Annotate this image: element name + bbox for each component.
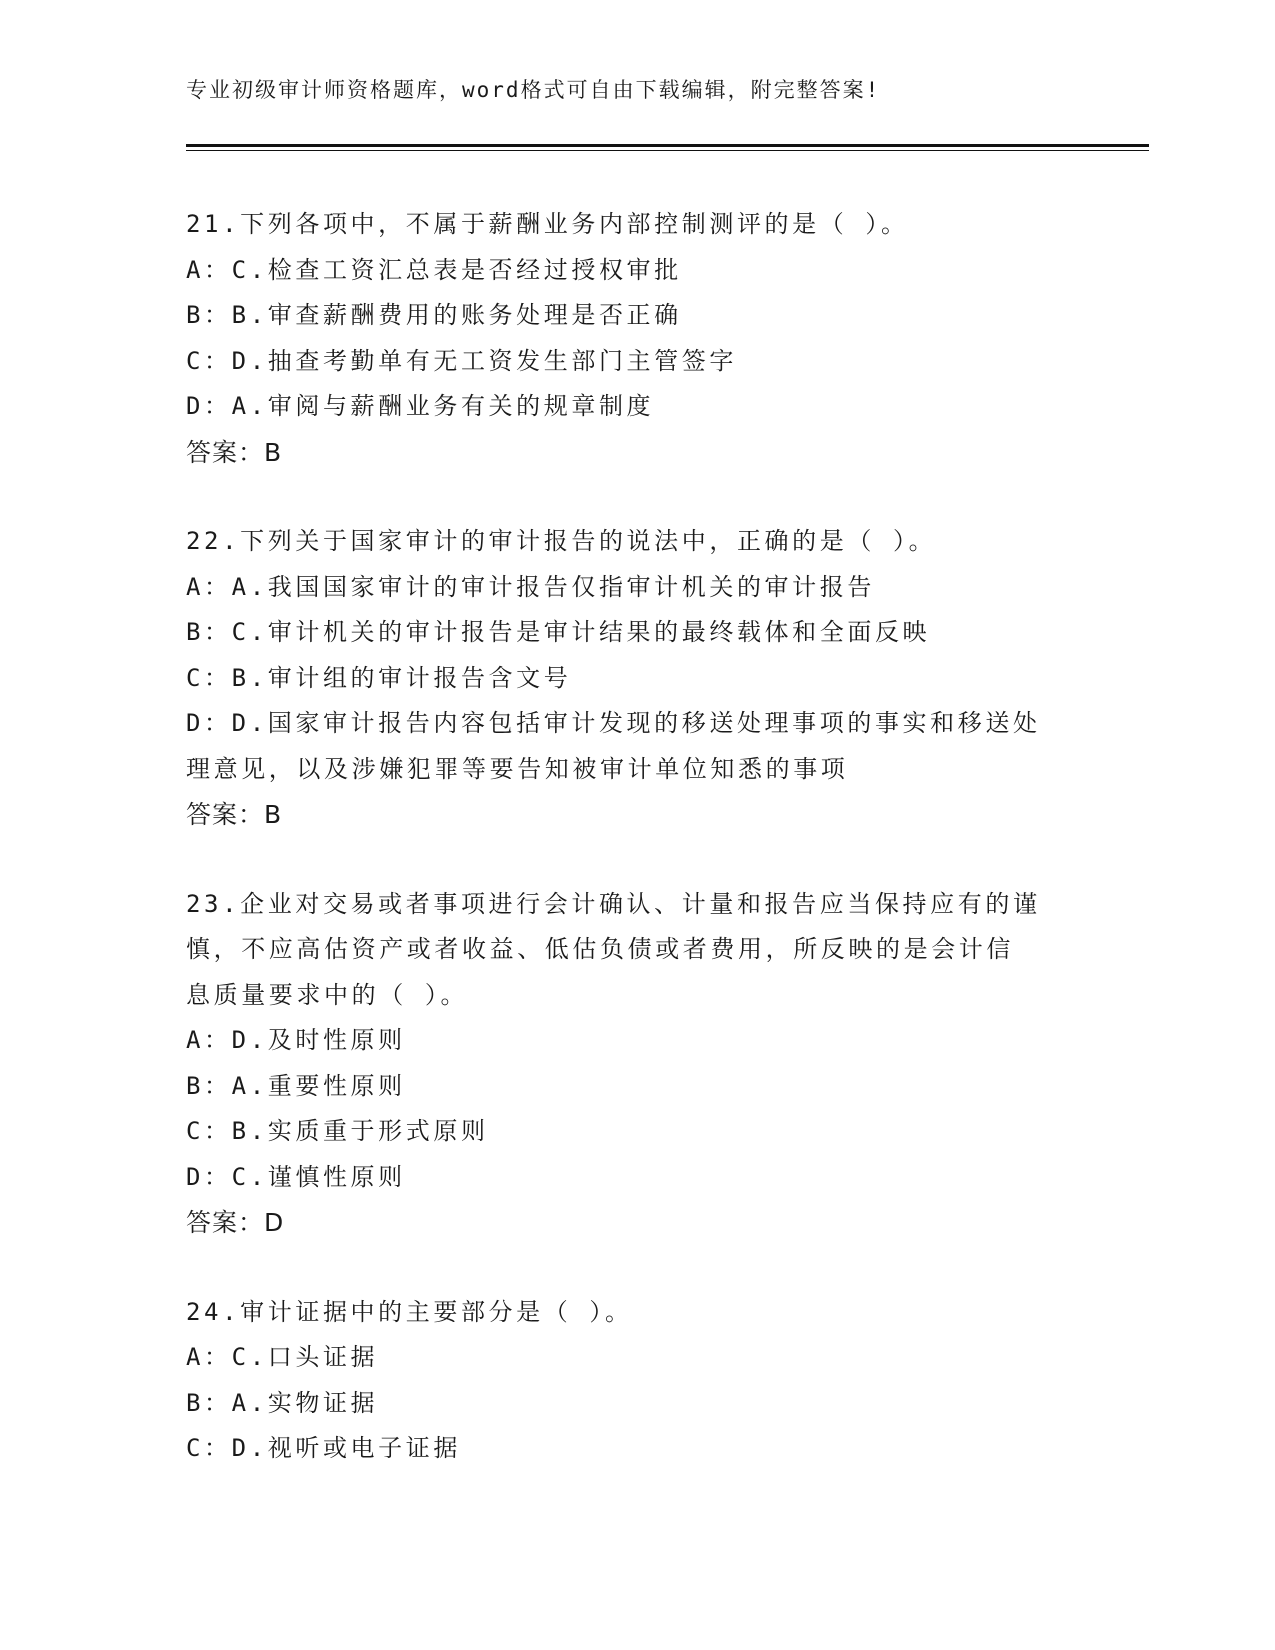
question-stem: 24.审计证据中的主要部分是（ ）。	[186, 1297, 633, 1326]
option-b: B：B.审查薪酬费用的账务处理是否正确	[186, 301, 682, 329]
question-21	[186, 202, 1086, 475]
header-divider-thin	[186, 150, 1149, 151]
question-22	[186, 519, 1086, 838]
option-a: A：D.及时性原则	[186, 1026, 406, 1054]
question-list	[186, 202, 1086, 1516]
option-c: C：D.视听或电子证据	[186, 1434, 461, 1462]
option-d-continued: 理意见，以及涉嫌犯罪等要告知被审计单位知悉的事项	[186, 754, 849, 783]
question-stem: 22.下列关于国家审计的审计报告的说法中，正确的是（ ）。	[186, 527, 937, 555]
option-b: B：C.审计机关的审计报告是审计结果的最终载体和全面反映	[186, 618, 931, 646]
option-a: A：A.我国国家审计的审计报告仅指审计机关的审计报告	[186, 572, 875, 601]
question-24	[186, 1290, 1086, 1472]
option-d: D：C.谨慎性原则	[186, 1162, 406, 1191]
option-a: A：C.检查工资汇总表是否经过授权审批	[186, 255, 682, 284]
answer-label: 答案：B	[186, 800, 283, 829]
question-23	[186, 882, 1086, 1246]
option-c: C：D.抽查考勤单有无工资发生部门主管签字	[186, 346, 737, 375]
question-stem-line-1: 23.企业对交易或者事项进行会计确认、计量和报告应当保持应有的谨	[186, 889, 1041, 918]
option-c: C：B.审计组的审计报告含文号	[186, 663, 572, 692]
option-d: D：D.国家审计报告内容包括审计发现的移送处理事项的事实和移送处	[186, 709, 1041, 737]
option-a: A：C.口头证据	[186, 1343, 379, 1371]
option-c: C：B.实质重于形式原则	[186, 1117, 489, 1145]
page-header: 专业初级审计师资格题库，word格式可自由下载编辑，附完整答案!	[186, 78, 881, 102]
option-d: D：A.审阅与薪酬业务有关的规章制度	[186, 392, 655, 420]
answer-label: 答案：D	[186, 1208, 285, 1237]
answer-label: 答案：B	[186, 437, 283, 467]
header-divider-thick	[186, 144, 1149, 147]
option-b: B：A.实物证据	[186, 1388, 379, 1417]
question-stem-line-3: 息质量要求中的（ ）。	[186, 980, 469, 1009]
option-b: B：A.重要性原则	[186, 1071, 406, 1100]
question-stem: 21.下列各项中，不属于薪酬业务内部控制测评的是（ ）。	[186, 210, 909, 238]
question-stem-line-2: 慎，不应高估资产或者收益、低估负债或者费用，所反映的是会计信	[186, 935, 1014, 963]
